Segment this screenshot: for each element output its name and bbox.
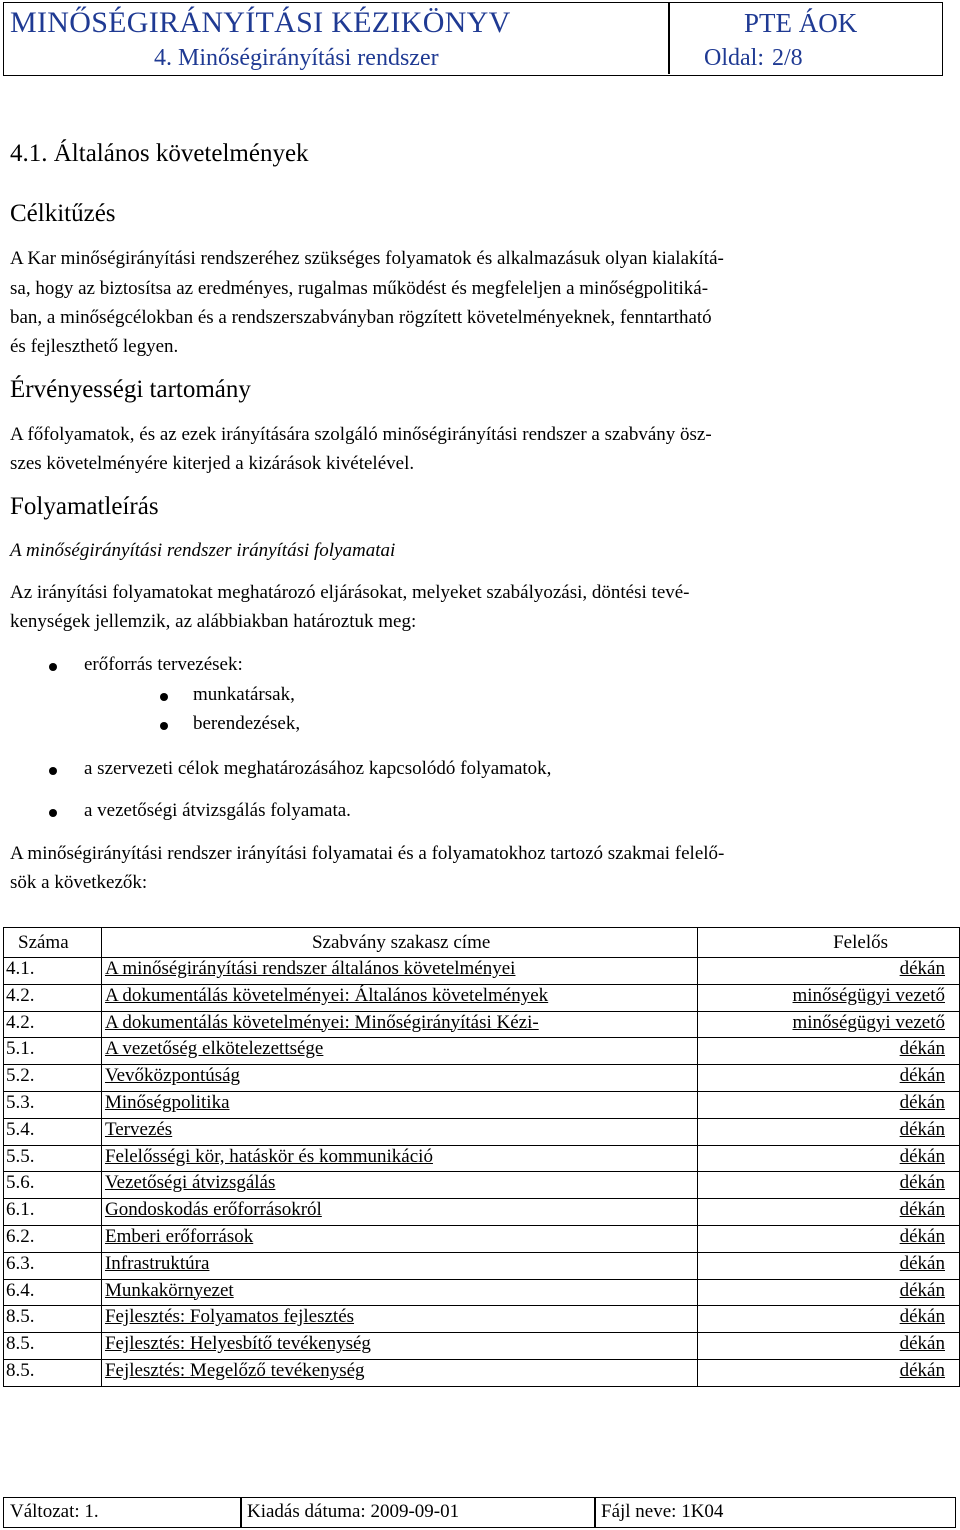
row-title: Gondoskodás erőforrásokról (104, 1199, 322, 1221)
table-row (4, 1145, 960, 1172)
row-responsible: dékán (899, 1279, 945, 1301)
table-row (4, 1359, 960, 1386)
row-responsible: dékán (899, 1333, 945, 1355)
process-outro-line: A minőségirányítási rendszer irányítási folyamatai és a folyamatokhoz tartozó szakmai felelő- (10, 843, 725, 864)
bullet-icon (49, 767, 57, 775)
row-title: Emberi erőforrások (104, 1225, 254, 1247)
scope-line: szes követelményére kiterjed a kizárások kivételével. (10, 453, 415, 474)
scope-line: A főfolyamatok, és az ezek irányítására szolgáló minőségirányítási rendszer a szabvány ösz- (10, 424, 712, 445)
row-number: 6.3. (4, 1252, 102, 1279)
row-title: Fejlesztés: Helyesbítő tevékenység (104, 1333, 371, 1355)
row-title: Infrastruktúra (104, 1252, 210, 1274)
process-outro-line: sök a következők: (10, 872, 148, 893)
row-responsible: minőségügyi vezető (792, 1011, 945, 1033)
bullet-icon (49, 663, 57, 671)
row-responsible: dékán (899, 1252, 945, 1274)
page-indicator (704, 45, 803, 72)
table-row (4, 958, 960, 985)
file-name-label: Fájl neve: 1K04 (601, 1501, 724, 1522)
row-responsible: dékán (899, 1359, 945, 1381)
section-heading: 4.1. Általános követelmények (10, 140, 309, 167)
page-label: Oldal: (704, 45, 764, 71)
table-row (4, 1065, 960, 1092)
row-number: 5.2. (4, 1065, 102, 1092)
row-title: Fejlesztés: Folyamatos fejlesztés (104, 1306, 355, 1328)
document-header (3, 2, 943, 76)
row-number: 6.2. (4, 1225, 102, 1252)
row-responsible: dékán (899, 1038, 945, 1060)
row-title: A dokumentálás követelményei: Általános követelmények (104, 984, 549, 1006)
row-title: Vezetőségi átvizsgálás (104, 1172, 276, 1194)
table-header-row (4, 928, 960, 958)
scope-heading: Érvényességi tartomány (10, 376, 251, 403)
process-subheading: A minőségirányítási rendszer irányítási folyamatai (10, 540, 396, 561)
row-title: Vevőközpontúság (104, 1065, 241, 1087)
list-item: berendezések, (193, 713, 301, 734)
bullet-icon (160, 722, 168, 730)
objective-line: A Kar minőségirányítási rendszeréhez szükséges folyamatok és alkalmazásuk olyan kialakítá- (10, 248, 724, 269)
bullet-icon (160, 693, 168, 701)
row-responsible: dékán (899, 1118, 945, 1140)
version-label: Változat: 1. (10, 1501, 99, 1522)
process-heading: Folyamatleírás (10, 493, 159, 520)
objective-line: sa, hogy az biztosítsa az eredményes, rugalmas működést és megfeleljen a minőségpolitiká- (10, 278, 709, 299)
row-number: 8.5. (4, 1359, 102, 1386)
row-title: Munkakörnyezet (104, 1279, 234, 1301)
row-title: Fejlesztés: Megelőző tevékenység (104, 1359, 365, 1381)
table-row (4, 1118, 960, 1145)
process-intro-line: Az irányítási folyamatokat meghatározó eljárásokat, melyeket szabályozási, döntési tevé- (10, 582, 690, 603)
row-responsible: minőségügyi vezető (792, 984, 945, 1006)
row-title: Tervezés (104, 1118, 173, 1140)
row-number: 5.3. (4, 1091, 102, 1118)
objective-line: ban, a minőségcélokban és a rendszerszabványban rögzített követelményeknek, fenntartható (10, 307, 712, 328)
row-number: 6.4. (4, 1279, 102, 1306)
row-title: Felelősségi kör, hatáskör és kommunikáció (104, 1145, 433, 1167)
table-row (4, 1172, 960, 1199)
list-item: erőforrás tervezések: (84, 654, 243, 675)
table-row (4, 1333, 960, 1360)
row-number: 8.5. (4, 1306, 102, 1333)
row-title: A vezetőség elkötelezettsége (104, 1038, 324, 1060)
row-responsible: dékán (899, 1145, 945, 1167)
page-number: 2/8 (772, 45, 803, 71)
row-number: 5.5. (4, 1145, 102, 1172)
row-responsible: dékán (899, 1306, 945, 1328)
document-footer (3, 1497, 956, 1528)
table-row (4, 1279, 960, 1306)
row-title: Minőségpolitika (104, 1091, 230, 1113)
row-number: 8.5. (4, 1333, 102, 1360)
row-number: 5.4. (4, 1118, 102, 1145)
row-responsible: dékán (899, 1091, 945, 1113)
row-number: 6.1. (4, 1199, 102, 1226)
table-row (4, 1225, 960, 1252)
row-number: 4.1. (4, 958, 102, 985)
header-divider (668, 3, 670, 74)
list-item: munkatársak, (193, 684, 295, 705)
table-row (4, 1038, 960, 1065)
row-number: 5.6. (4, 1172, 102, 1199)
row-responsible: dékán (899, 1065, 945, 1087)
row-responsible: dékán (899, 1199, 945, 1221)
bullet-icon (49, 809, 57, 817)
row-number: 5.1. (4, 1038, 102, 1065)
row-title: A dokumentálás követelményei: Minőségirányítási Kézi- (104, 1011, 539, 1033)
table-row (4, 1252, 960, 1279)
row-responsible: dékán (899, 1225, 945, 1247)
row-number: 4.2. (4, 984, 102, 1011)
table-row (4, 1306, 960, 1333)
column-header-number: Száma (4, 928, 102, 958)
row-title: A minőségirányítási rendszer általános követelményei (104, 958, 516, 979)
document-title: MINŐSÉGIRÁNYÍTÁSI KÉZIKÖNYV (10, 6, 511, 39)
footer-divider (594, 1498, 596, 1527)
table-row (4, 1199, 960, 1226)
process-intro-line: kenységek jellemzik, az alábbiakban határoztuk meg: (10, 611, 417, 632)
organization-name: PTE ÁOK (744, 8, 858, 38)
footer-divider (240, 1498, 242, 1527)
list-item: a szervezeti célok meghatározásához kapcsolódó folyamatok, (84, 758, 552, 779)
row-responsible: dékán (899, 1172, 945, 1194)
table-row (4, 1011, 960, 1038)
column-header-title: Szabvány szakasz címe (101, 928, 697, 958)
table-row (4, 1091, 960, 1118)
chapter-title: 4. Minőségirányítási rendszer (154, 45, 439, 71)
column-header-responsible: Felelős (698, 928, 960, 958)
row-number: 4.2. (4, 1011, 102, 1038)
objective-heading: Célkitűzés (10, 200, 116, 227)
objective-line: és fejleszthető legyen. (10, 336, 179, 357)
row-responsible: dékán (899, 958, 945, 979)
responsibility-table (3, 927, 960, 1387)
table-row (4, 984, 960, 1011)
issue-date-label: Kiadás dátuma: 2009-09-01 (247, 1501, 460, 1522)
list-item: a vezetőségi átvizsgálás folyamata. (84, 800, 351, 821)
